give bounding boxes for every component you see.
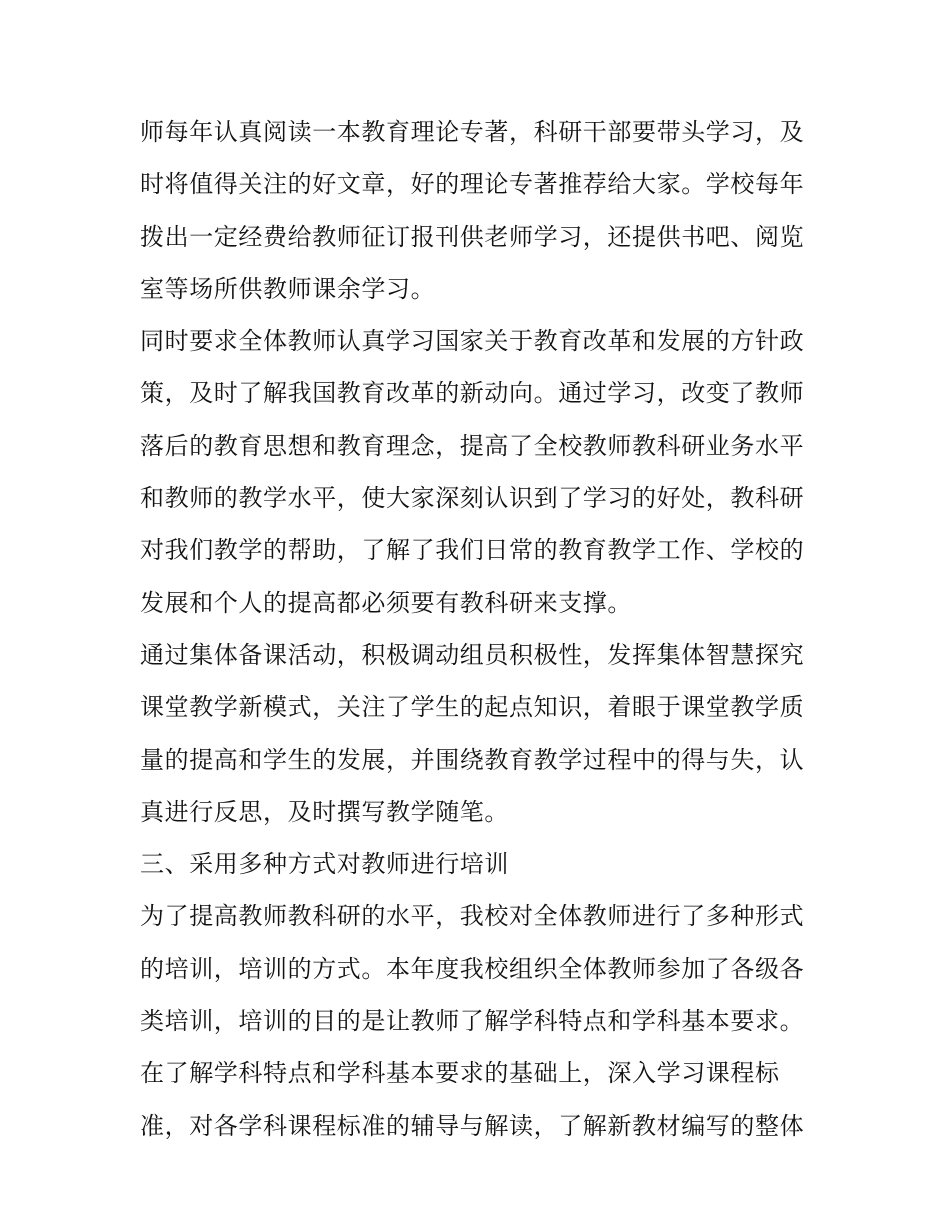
text-line: 师每年认真阅读一本教育理论专著，科研干部要带头学习，及 (140, 118, 805, 146)
body-text (140, 106, 820, 1152)
text-line: 时将值得关注的好文章，好的理论专著推荐给大家。学校每年 (140, 170, 805, 199)
text-line: 为了提高教师教科研的水平，我校对全体教师进行了多种形式 (140, 902, 805, 931)
text-line: 发展和个人的提高都必须要有教科研来支撑。 (140, 588, 632, 617)
text-line: 量的提高和学生的发展，并围绕教育教学过程中的得与失，认 (140, 745, 805, 774)
text-line: 室等场所供教师课余学习。 (140, 274, 436, 303)
text-line: 拨出一定经费给教师征订报刊供老师学习，还提供书吧、阅览 (140, 222, 805, 251)
text-line: 同时要求全体教师认真学习国家关于教育改革和发展的方针政 (140, 327, 805, 356)
text-line: 落后的教育思想和教育理念，提高了全校教师教科研业务水平 (140, 431, 805, 460)
text-line: 的培训，培训的方式。本年度我校组织全体教师参加了各级各 (140, 954, 805, 983)
text-line: 类培训，培训的目的是让教师了解学科特点和学科基本要求。 (140, 1007, 805, 1036)
text-line: 策，及时了解我国教育改革的新动向。通过学习，改变了教师 (140, 379, 805, 408)
text-line: 对我们教学的帮助，了解了我们日常的教育教学工作、学校的 (140, 536, 805, 565)
text-line: 通过集体备课活动，积极调动组员积极性，发挥集体智慧探究 (140, 640, 805, 669)
section-heading: 三、采用多种方式对教师进行培训 (140, 850, 509, 879)
text-line: 和教师的教学水平，使大家深刻认识到了学习的好处，教科研 (140, 484, 805, 513)
text-line: 真进行反思，及时撰写教学随笔。 (140, 797, 509, 826)
text-line: 准，对各学科课程标准的辅导与解读，了解新教材编写的整体 (140, 1111, 805, 1140)
text-line: 在了解学科特点和学科基本要求的基础上，深入学习课程标 (140, 1059, 780, 1088)
text-line: 课堂教学新模式，关注了学生的起点知识，着眼于课堂教学质 (140, 693, 805, 722)
